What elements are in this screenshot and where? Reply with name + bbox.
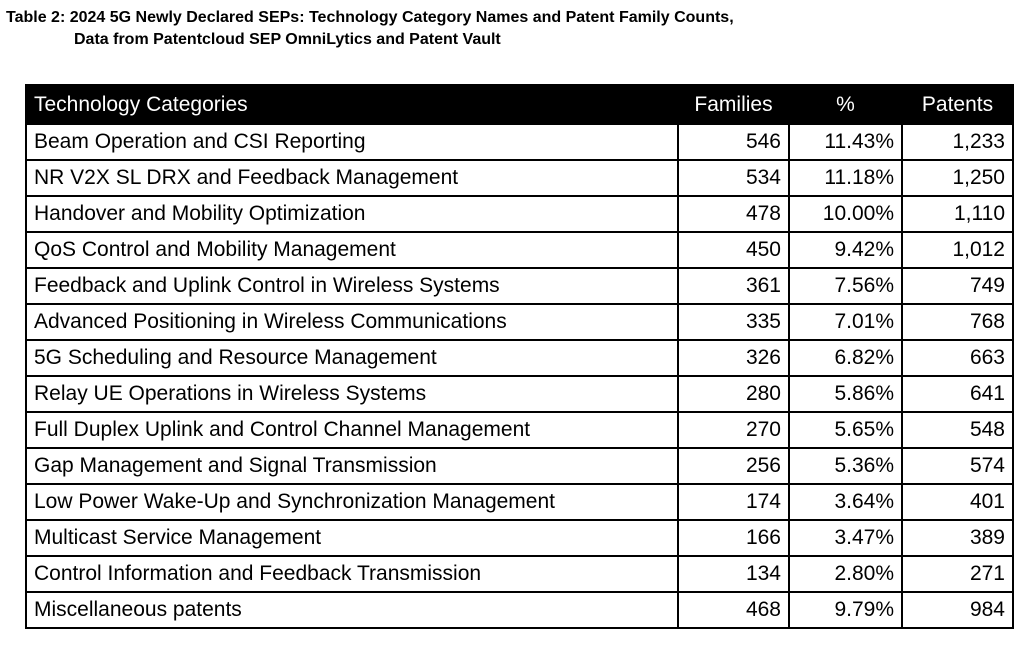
cell-patents: 1,110 — [902, 196, 1013, 232]
cell-families: 546 — [678, 124, 789, 160]
table-row — [26, 592, 1013, 628]
cell-percent: 5.86% — [789, 376, 902, 412]
cell-families: 450 — [678, 232, 789, 268]
header-families: Families — [678, 85, 789, 124]
cell-percent: 6.82% — [789, 340, 902, 376]
table-row — [26, 448, 1013, 484]
cell-percent: 5.36% — [789, 448, 902, 484]
table-row — [26, 196, 1013, 232]
cell-technology-category: Beam Operation and CSI Reporting — [26, 124, 678, 160]
table-row — [26, 232, 1013, 268]
table-row — [26, 484, 1013, 520]
cell-patents: 641 — [902, 376, 1013, 412]
table-row — [26, 556, 1013, 592]
cell-patents: 768 — [902, 304, 1013, 340]
table-header — [26, 85, 1013, 124]
cell-patents: 271 — [902, 556, 1013, 592]
cell-percent: 5.65% — [789, 412, 902, 448]
cell-percent: 2.80% — [789, 556, 902, 592]
table-row — [26, 304, 1013, 340]
caption-line-1: Table 2: 2024 5G Newly Declared SEPs: Technology Category Names and Patent Family Counts, — [6, 9, 734, 26]
cell-technology-category: NR V2X SL DRX and Feedback Management — [26, 160, 678, 196]
cell-patents: 1,250 — [902, 160, 1013, 196]
cell-technology-category: Advanced Positioning in Wireless Communications — [26, 304, 678, 340]
cell-technology-category: Multicast Service Management — [26, 520, 678, 556]
cell-percent: 3.47% — [789, 520, 902, 556]
cell-technology-category: 5G Scheduling and Resource Management — [26, 340, 678, 376]
cell-families: 256 — [678, 448, 789, 484]
caption-line-2: Data from Patentcloud SEP OmniLytics and Patent Vault — [74, 31, 501, 48]
table-row — [26, 160, 1013, 196]
cell-percent: 9.42% — [789, 232, 902, 268]
table-row — [26, 124, 1013, 160]
cell-percent: 9.79% — [789, 592, 902, 628]
cell-technology-category: Low Power Wake-Up and Synchronization Management — [26, 484, 678, 520]
cell-families: 361 — [678, 268, 789, 304]
cell-technology-category: Gap Management and Signal Transmission — [26, 448, 678, 484]
sep-table — [25, 84, 1014, 629]
cell-percent: 7.01% — [789, 304, 902, 340]
cell-patents: 548 — [902, 412, 1013, 448]
cell-percent: 3.64% — [789, 484, 902, 520]
cell-patents: 663 — [902, 340, 1013, 376]
cell-percent: 11.43% — [789, 124, 902, 160]
cell-technology-category: Miscellaneous patents — [26, 592, 678, 628]
cell-technology-category: Handover and Mobility Optimization — [26, 196, 678, 232]
cell-patents: 389 — [902, 520, 1013, 556]
table-caption — [6, 7, 734, 51]
table-row — [26, 340, 1013, 376]
cell-technology-category: Full Duplex Uplink and Control Channel Management — [26, 412, 678, 448]
table-body — [26, 124, 1013, 628]
header-technology-categories: Technology Categories — [26, 85, 678, 124]
cell-patents: 749 — [902, 268, 1013, 304]
cell-patents: 574 — [902, 448, 1013, 484]
cell-families: 270 — [678, 412, 789, 448]
table-row — [26, 520, 1013, 556]
table-row — [26, 268, 1013, 304]
cell-families: 166 — [678, 520, 789, 556]
cell-technology-category: QoS Control and Mobility Management — [26, 232, 678, 268]
cell-technology-category: Feedback and Uplink Control in Wireless Systems — [26, 268, 678, 304]
cell-families: 534 — [678, 160, 789, 196]
table-row — [26, 412, 1013, 448]
cell-families: 478 — [678, 196, 789, 232]
cell-patents: 1,233 — [902, 124, 1013, 160]
cell-technology-category: Relay UE Operations in Wireless Systems — [26, 376, 678, 412]
cell-patents: 1,012 — [902, 232, 1013, 268]
cell-families: 134 — [678, 556, 789, 592]
header-row — [26, 85, 1013, 124]
cell-percent: 7.56% — [789, 268, 902, 304]
cell-percent: 10.00% — [789, 196, 902, 232]
cell-families: 280 — [678, 376, 789, 412]
header-patents: Patents — [902, 85, 1013, 124]
cell-families: 335 — [678, 304, 789, 340]
cell-families: 174 — [678, 484, 789, 520]
cell-patents: 401 — [902, 484, 1013, 520]
cell-percent: 11.18% — [789, 160, 902, 196]
header-percent: % — [789, 85, 902, 124]
cell-families: 468 — [678, 592, 789, 628]
cell-families: 326 — [678, 340, 789, 376]
table-row — [26, 376, 1013, 412]
cell-patents: 984 — [902, 592, 1013, 628]
cell-technology-category: Control Information and Feedback Transmission — [26, 556, 678, 592]
